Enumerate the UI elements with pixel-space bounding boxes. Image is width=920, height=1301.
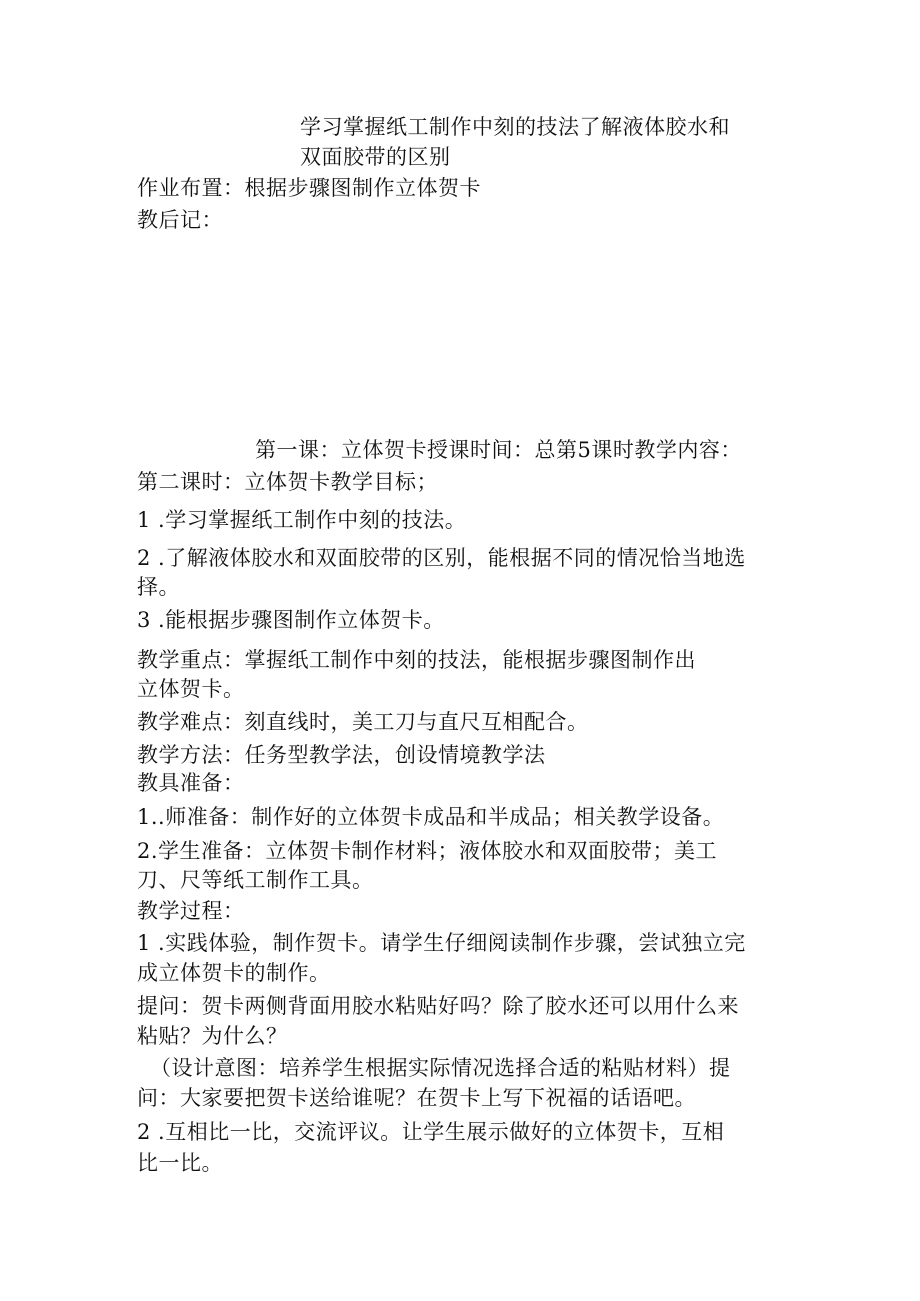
step-1-line-1: 1 .实践体验，制作贺卡。请学生仔细阅读制作步骤，尝试独立完 bbox=[137, 931, 746, 955]
step-2-line-2: 比一比。 bbox=[137, 1151, 223, 1175]
homework-line: 作业布置：根据步骤图制作立体贺卡 bbox=[137, 176, 481, 200]
teacher-prep-line: 1..师准备：制作好的立体贺卡成品和半成品；相关教学设备。 bbox=[137, 805, 725, 829]
step-1-line-2: 成立体贺卡的制作。 bbox=[137, 961, 331, 985]
design-intent-line-2: 问：大家要把贺卡送给谁呢？在贺卡上写下祝福的话语吧。 bbox=[137, 1086, 696, 1110]
difficulty-line: 教学难点：刻直线时，美工刀与直尺互相配合。 bbox=[137, 710, 589, 734]
question-line-1: 提问：贺卡两侧背面用胶水粘贴好吗？除了胶水还可以用什么来 bbox=[137, 994, 739, 1018]
tools-label: 教具准备： bbox=[137, 771, 245, 795]
reflection-label: 教后记： bbox=[137, 208, 223, 232]
method-line: 教学方法：任务型教学法，创设情境教学法 bbox=[137, 743, 546, 767]
student-prep-line-1: 2.学生准备：立体贺卡制作材料；液体胶水和双面胶带；美工 bbox=[137, 839, 718, 863]
goal-2-line-1: 2 .了解液体胶水和双面胶带的区别，能根据不同的情况恰当地选 bbox=[137, 546, 746, 570]
lesson-header-line: 第一课：立体贺卡授课时间：总第5课时教学内容： bbox=[255, 438, 742, 462]
student-prep-line-2: 刀、尺等纸工制作工具。 bbox=[137, 868, 374, 892]
objective-line-2: 双面胶带的区别 bbox=[300, 145, 451, 169]
step-2-line-1: 2 .互相比一比，交流评议。让学生展示做好的立体贺卡，互相 bbox=[137, 1120, 725, 1144]
key-point-line-1: 教学重点：掌握纸工制作中刻的技法，能根据步骤图制作出 bbox=[137, 648, 696, 672]
question-line-2: 粘贴？为什么？ bbox=[137, 1024, 288, 1048]
process-label: 教学过程： bbox=[137, 899, 245, 923]
second-period-line: 第二课时：立体贺卡教学目标； bbox=[137, 470, 438, 494]
goal-2-line-2: 择。 bbox=[137, 575, 180, 599]
goal-3-line: 3 .能根据步骤图制作立体贺卡。 bbox=[137, 608, 445, 632]
goal-1-line: 1 .学习掌握纸工制作中刻的技法。 bbox=[137, 508, 467, 532]
design-intent-line-1: （设计意图：培养学生根据实际情况选择合适的粘贴材料）提 bbox=[150, 1056, 731, 1080]
key-point-line-2: 立体贺卡。 bbox=[137, 677, 245, 701]
objective-line-1: 学习掌握纸工制作中刻的技法了解液体胶水和 bbox=[300, 115, 730, 139]
